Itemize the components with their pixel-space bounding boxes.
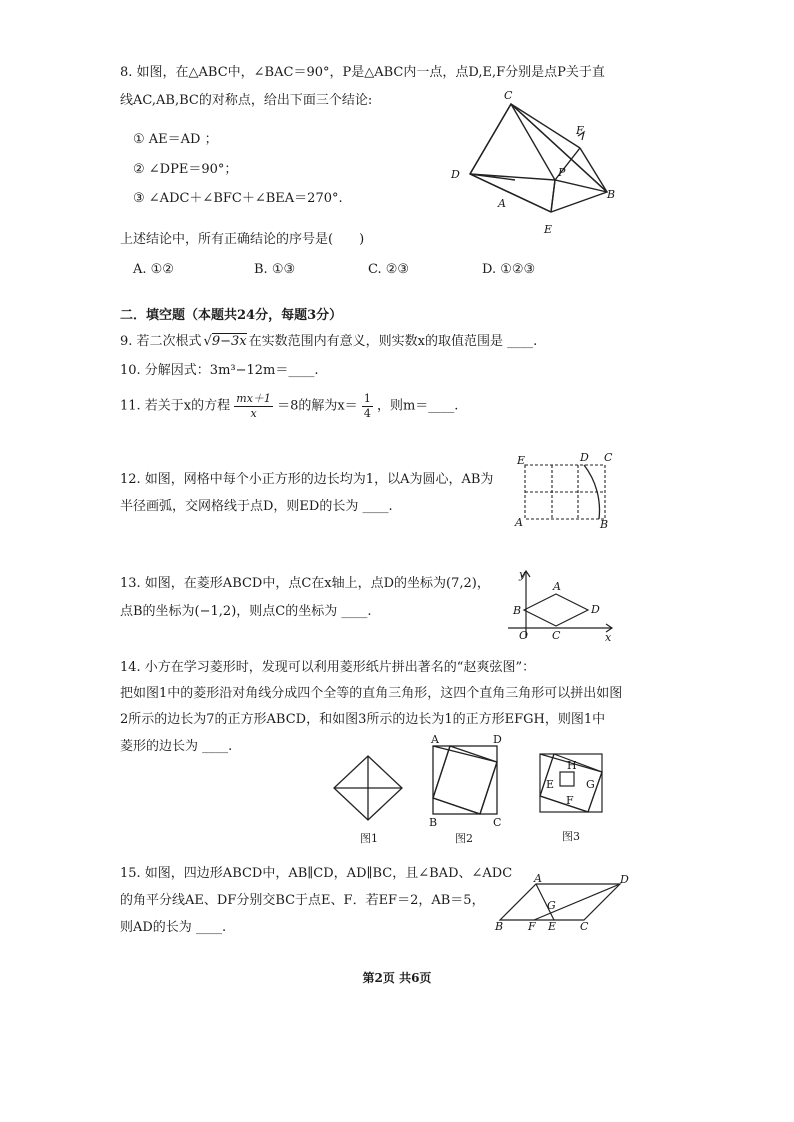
q15-label-d: D (620, 873, 629, 886)
q8-question: 上述结论中，所有正确结论的序号是( ) (120, 232, 365, 247)
q8-option-b: B. ①③ (254, 262, 296, 277)
q15-label-c: C (580, 920, 589, 933)
q14-fig3-label-g: G (586, 778, 595, 791)
q8-label-d: D (451, 168, 460, 181)
q12-label-b: B (600, 518, 609, 531)
q11-fraction-2 (362, 392, 373, 421)
q14-figure-3 (532, 750, 612, 846)
q14-fig2-label-a: A (431, 733, 439, 746)
q13-label-b: B (513, 604, 522, 617)
q14-fig2-label-b: B (429, 816, 438, 829)
q8-line2: 线AC,AB,BC的对称点，给出下面三个结论: (120, 93, 373, 108)
q15-label-f: F (528, 920, 536, 933)
q9-radical (204, 333, 247, 351)
q14-caption-2: 图2 (455, 832, 473, 845)
q14-fig2-label-c: C (493, 816, 502, 829)
q14-fig3-label-f: F (566, 794, 574, 807)
q12-figure (510, 450, 620, 530)
q15-label-b: B (495, 920, 504, 933)
q13-line2: 点B的坐标为(−1,2)，则点C的坐标为 ____. (120, 604, 372, 619)
q8-option-d: D. ①②③ (482, 262, 536, 277)
q13-label-c: C (552, 629, 561, 642)
q15-line1: 15. 如图，四边形ABCD中，AB∥CD，AD∥BC，且∠BAD、∠ADC (120, 866, 513, 881)
q12-line2: 半径画弧，交网格线于点D，则ED的长为 ____. (120, 499, 393, 514)
radical-sign-icon: √ (203, 334, 212, 349)
q11-denominator: x (250, 407, 257, 420)
page-footer: 第2页 共6页 (362, 971, 432, 985)
q8-line1: 8. 如图，在△ABC中，∠BAC＝90°，P是△ABC内一点，点D,E,F分别是点P关于直 (120, 65, 605, 80)
q14-line4: 菱形的边长为 ____. (120, 739, 233, 754)
q8-conclusion-1: ① AE＝AD ； (133, 132, 218, 147)
q15-label-e: E (548, 920, 557, 933)
q14-line3: 2所示的边长为7的正方形ABCD，和如图3所示的边长为1的正方形EFGH，则图1中 (120, 712, 606, 727)
q9-pre: 9. 若二次根式 (120, 334, 202, 349)
q14-fig3-label-h: H (567, 759, 577, 772)
q13-label-a: A (553, 580, 561, 593)
q12-label-d: D (580, 451, 589, 464)
q8-label-p: P (558, 166, 566, 179)
q11-denominator-2: 4 (363, 407, 371, 420)
q13-label-x: x (605, 631, 612, 644)
q11-numerator-2: 1 (363, 392, 371, 405)
q8-figure (440, 88, 630, 238)
q8-label-c: C (504, 89, 513, 102)
q8-option-c: C. ②③ (368, 262, 410, 277)
q8-conclusion-2: ② ∠DPE＝90°； (133, 162, 238, 177)
q15-label-a: A (534, 872, 542, 885)
q11-pre: 11. 若关于x的方程 (120, 398, 231, 414)
q8-option-a: A. ①② (133, 262, 174, 277)
q11-line (120, 392, 458, 421)
q14-caption-1: 图1 (360, 832, 378, 845)
q11-post: ，则m＝____. (376, 398, 459, 414)
q8-label-e: E (544, 223, 553, 236)
q14-line1: 14. 小方在学习菱形时，发现可以利用菱形纸片拼出著名的“赵爽弦图”： (120, 660, 536, 675)
q8-label-f: F (576, 124, 584, 137)
q15-label-g: G (547, 899, 556, 912)
q8-label-a: A (498, 197, 506, 210)
q11-fraction (234, 392, 273, 421)
q13-label-o: O (519, 629, 529, 642)
q9-post: 在实数范围内有意义，则实数x的取值范围是 ____. (248, 334, 538, 349)
q8-label-b: B (607, 188, 616, 201)
q12-label-e: E (517, 454, 526, 467)
q12-label-a: A (515, 516, 523, 529)
section-2-heading: 二．填空题（本题共24分，每题3分） (120, 308, 343, 323)
q11-mid: ＝8的解为x＝ (277, 398, 358, 414)
q14-fig2-label-d: D (493, 733, 502, 746)
q15-figure (492, 874, 632, 936)
q15-line2: 的角平分线AE、DF分别交BC于点E、F．若EF＝2，AB＝5， (120, 893, 485, 908)
q11-numerator: mx＋1 (236, 392, 271, 405)
q14-fig3-label-e: E (546, 778, 555, 791)
q13-label-y: y (519, 568, 526, 581)
q14-figure-1 (330, 750, 410, 846)
q14-figure-2 (425, 733, 505, 846)
q9-line (120, 333, 537, 351)
q10-line: 10. 分解因式：3m³−12m＝____. (120, 363, 319, 378)
q13-line1: 13. 如图，在菱形ABCD中，点C在x轴上，点D的坐标为(7,2)， (120, 576, 490, 591)
q13-label-d: D (591, 603, 600, 616)
q12-label-c: C (604, 451, 613, 464)
q14-caption-3: 图3 (562, 830, 580, 843)
q15-line3: 则AD的长为 ____. (120, 920, 227, 935)
q14-line2: 把如图1中的菱形沿对角线分成四个全等的直角三角形，这四个直角三角形可以拼出如图 (120, 686, 623, 701)
q13-figure (506, 568, 618, 642)
q9-radicand: 9−3x (211, 334, 247, 349)
q12-line1: 12. 如图，网格中每个小正方形的边长均为1，以A为圆心，AB为 (120, 472, 494, 487)
q8-conclusion-3: ③ ∠ADC＋∠BFC＋∠BEA＝270°. (133, 191, 343, 206)
